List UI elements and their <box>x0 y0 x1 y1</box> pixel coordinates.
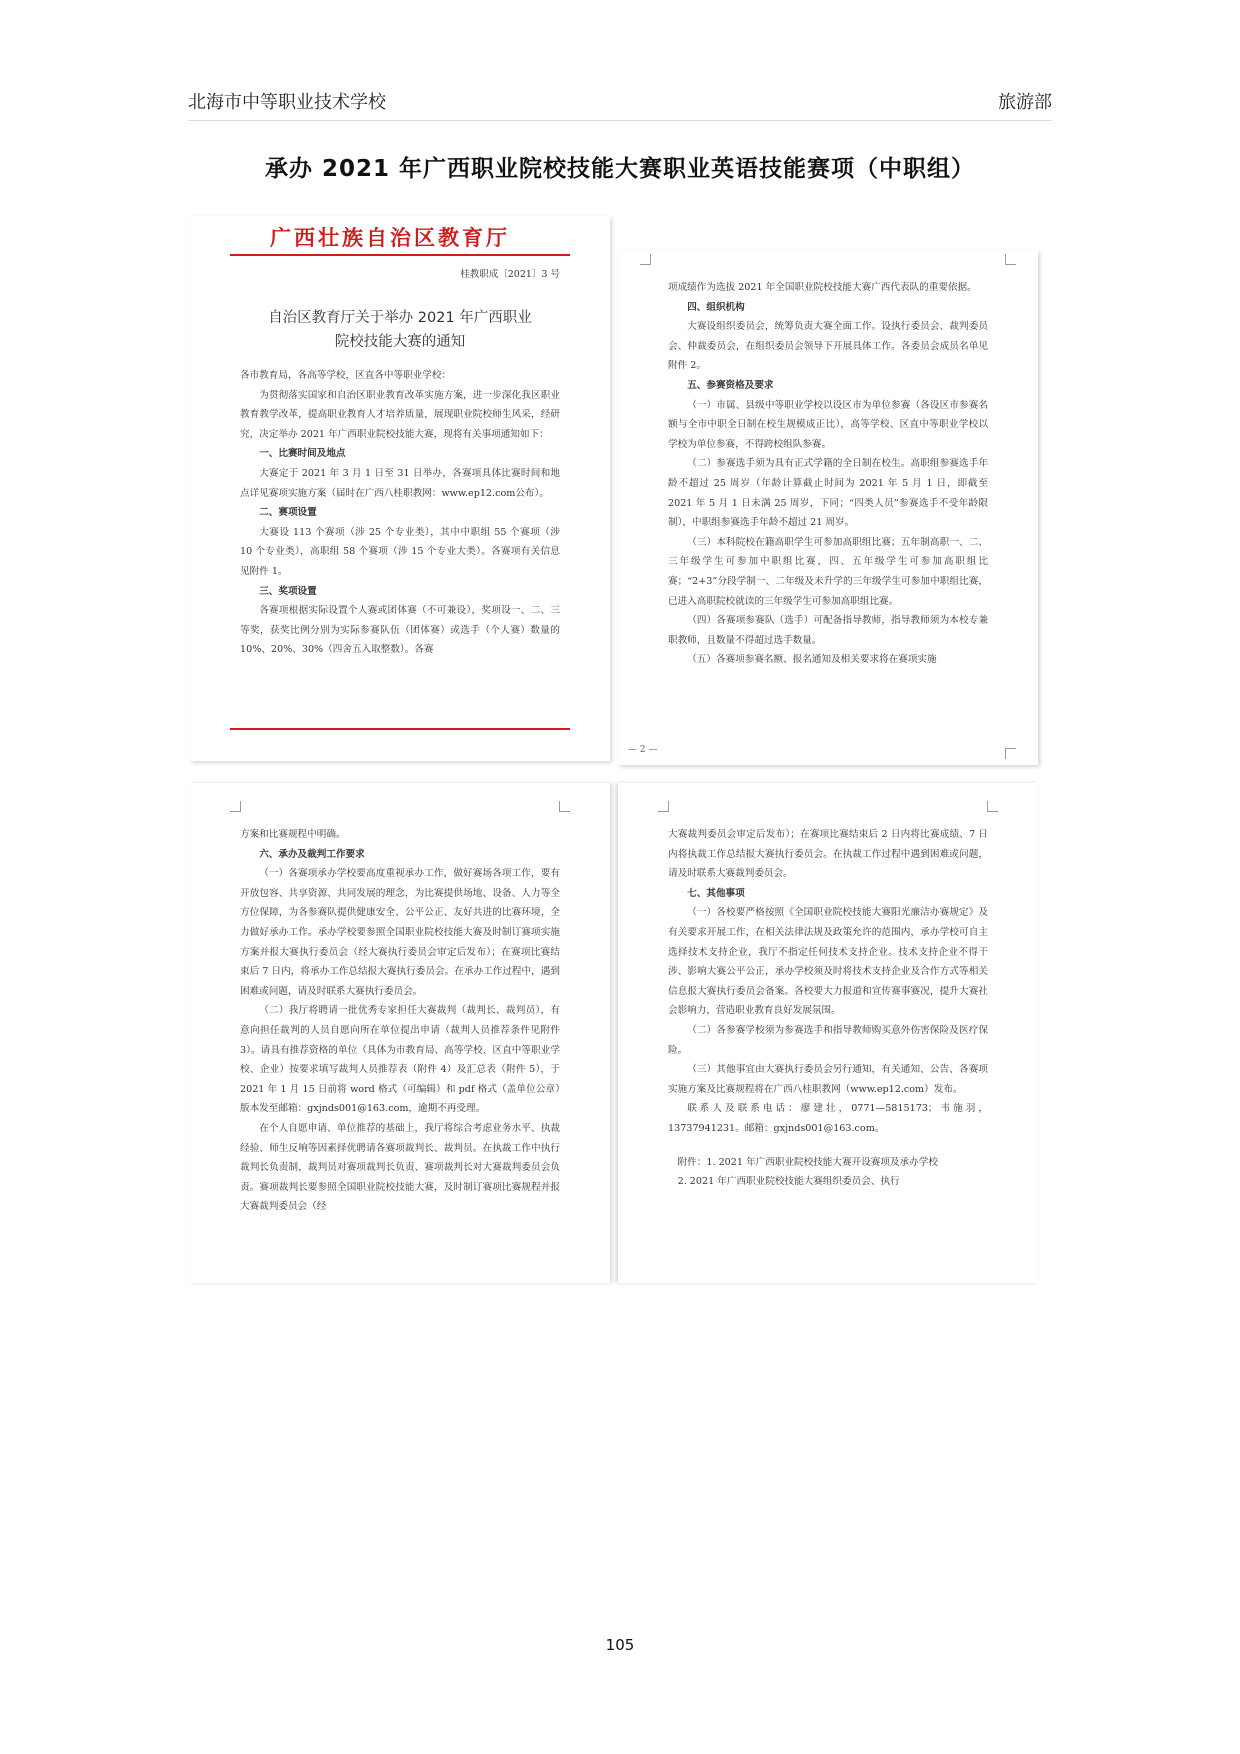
section-heading: 五、参赛资格及要求 <box>687 379 774 391</box>
paragraph: （四）各赛项参赛队（选手）可配备指导教师，指导教师须为本校专兼职教师，且数量不得超过选手数量。 <box>668 615 988 646</box>
section-heading: 三、奖项设置 <box>259 585 317 597</box>
red-footer-line <box>230 728 570 730</box>
contact-info: 联系人及联系电话：廖建壮，0771—5815173；韦施羽，13737941231。邮箱：gxjnds001@163.com。 <box>668 1103 988 1134</box>
section-heading: 四、组织机构 <box>687 301 745 313</box>
red-header-line <box>230 254 570 256</box>
scan-page-1 <box>190 216 610 761</box>
crop-mark <box>658 801 669 812</box>
government-name: 广西壮族自治区教育厅 <box>270 226 510 250</box>
crop-mark <box>559 801 570 812</box>
crop-mark <box>230 801 241 812</box>
notice-body <box>240 366 560 660</box>
notice-title-line-2: 院校技能大赛的通知 <box>334 334 466 350</box>
notice-title <box>230 306 570 354</box>
paragraph: 大赛裁判委员会审定后发布）；在赛项比赛结束后 2 日内将比赛成绩、7 日内将执裁工作总结报大赛执行委员会。在执裁工作过程中遇到困难或问题，请及时联系大赛裁判委员会。 <box>668 829 988 880</box>
paragraph: 各市教育局，各高等学校，区直各中等职业学校： <box>240 370 452 381</box>
scan-page-3 <box>190 783 610 1283</box>
paragraph: 各赛项根据实际设置个人赛或团体赛（不可兼设），奖项设一、二、三等奖，获奖比例分别为实际参赛队伍（团体赛）或选手（个人赛）数量的10%、20%、30%（四舍五入取整数）。各赛 <box>240 605 560 656</box>
paragraph: 项成绩作为选拔 2021 年全国职业院校技能大赛广西代表队的重要依据。 <box>668 282 977 293</box>
page-title: 承办 2021 年广西职业院校技能大赛职业英语技能赛项（中职组） <box>264 156 976 182</box>
paragraph: （五）各赛项参赛名额、报名通知及相关要求将在赛项实施 <box>687 654 937 666</box>
notice-title-line-1: 自治区教育厅关于举办 2021 年广西职业 <box>268 310 532 326</box>
paragraph: 大赛设 113 个赛项（涉 25 个专业类），其中中职组 55 个赛项（涉 10 个专业类），高职组 58 个赛项（涉 15 个专业大类）。各赛项有关信息见附件 1。 <box>240 526 560 577</box>
attachment-item: 附件：1. 2021 年广西职业院校技能大赛开设赛项及承办学校 <box>677 1156 938 1168</box>
crop-mark <box>640 254 651 265</box>
paragraph: 为贯彻落实国家和自治区职业教育改革实施方案，进一步深化我区职业教育教学改革，提高职业教育人才培养质量，展现职业院校师生风采，经研究，决定举办 2021 年广西职业院校技能大赛，现将有关事项通知如下： <box>240 389 560 440</box>
paragraph: 大赛设组织委员会，统筹负责大赛全面工作。设执行委员会、裁判委员会、仲裁委员会，在组织委员会领导下开展具体工作。各委员会成员名单见附件 2。 <box>668 321 988 372</box>
section-heading: 一、比赛时间及地点 <box>259 448 346 460</box>
paragraph: （二）我厅将聘请一批优秀专家担任大赛裁判（裁判长、裁判员），有意向担任裁判的人员自愿向所在单位提出申请（裁判人员推荐条件见附件 3）。请具有推荐资格的单位（具体为市教育局、高等学校、区直中等职业学校、企业）按要求填写裁判人员推荐表（附件 4）及汇总表（附件 5），于 2021 年 1 月 15 日前将 word 格式（可编辑）和 pdf 格式（盖单位公章）版本发至邮箱：gxjnds001@163.com，逾期不再受理。 <box>240 1005 560 1115</box>
page-number: 105 <box>605 1636 635 1654</box>
attachment-item: 2. 2021 年广西职业院校技能大赛组织委员会、执行 <box>677 1176 900 1188</box>
crop-mark <box>1005 254 1016 265</box>
scan-page-4 <box>618 783 1038 1283</box>
section-heading: 七、其他事项 <box>687 887 745 899</box>
paragraph: （一）各赛项承办学校要高度重视承办工作，做好赛场各项工作，要有开放包容、共享资源、共同发展的理念，为比赛提供场地、设备、人力等全方位保障，为各参赛队提供健康安全、公平公正、友好共进的比赛环境，全力做好承办工作。承办学校要参照全国职业院校技能大赛及时制订赛项实施方案并报大赛执行委员会（经大赛执行委员会审定后发布）；在赛项比赛结束后 7 日内，将承办工作总结报大赛执行委员会。在承办工作过程中，遇到困难或问题，请及时联系大赛执行委员会。 <box>240 868 560 997</box>
crop-mark <box>1005 748 1016 759</box>
paragraph: 在个人自愿申请、单位推荐的基础上，我厅将综合考虑业务水平、执裁经验、师生反响等因素择优聘请各赛项裁判长、裁判员。在执裁工作中执行裁判长负责制，裁判员对赛项裁判长负责、赛项裁判长对大赛裁判委员会负责。赛项裁判长要参照全国职业院校技能大赛，及时制订赛项比赛规程并报大赛裁判委员会（经 <box>240 1122 560 1213</box>
paragraph: 大赛定于 2021 年 3 月 1 日至 31 日举办，各赛项具体比赛时间和地点详见赛项实施方案（届时在广西八桂职教网：www.ep12.com公布）。 <box>240 467 560 499</box>
section-heading: 六、承办及裁判工作要求 <box>259 848 365 860</box>
paragraph: （二）各参赛学校须为参赛选手和指导教师购买意外伤害保险及医疗保险。 <box>668 1024 988 1056</box>
notice-body <box>668 825 988 1192</box>
notice-body <box>668 278 988 670</box>
notice-body <box>240 825 560 1217</box>
scan-page-2 <box>618 250 1038 765</box>
scan-page-marker: — 2 — <box>628 745 658 755</box>
header-school: 北海市中等职业技术学校 <box>188 92 386 113</box>
header-rule <box>188 120 1052 121</box>
paragraph: （三）本科院校在籍高职学生可参加高职组比赛；五年制高职一、二、三年级学生可参加中职组比赛，四、五年级学生可参加高职组比赛；“2+3”分段学制一、二年级及未升学的三年级学生可参加中职组比赛，已进入高职院校就读的三年级学生可参加高职组比赛。 <box>668 536 988 607</box>
paragraph: （三）其他事宜由大赛执行委员会另行通知，有关通知、公告、各赛项实施方案及比赛规程将在广西八桂职教网（www.ep12.com）发布。 <box>668 1064 988 1095</box>
section-heading: 二、赛项设置 <box>259 507 317 519</box>
document-number: 桂教职成〔2021〕3 号 <box>460 269 560 280</box>
spacer <box>668 1139 988 1153</box>
header-department: 旅游部 <box>998 92 1052 113</box>
paragraph: （二）参赛选手须为具有正式学籍的全日制在校生。高职组参赛选手年龄不超过 25 周岁（年龄计算截止时间为 2021 年 5 月 1 日，即截至 2021 年 5 月 1 日未满 25 周岁，下同；“四类人员”参赛选手不受年龄限制），中职组参赛选手年龄不超过 21 周岁。 <box>668 458 988 529</box>
paragraph: （一）各校要严格按照《全国职业院校技能大赛阳光廉洁办赛规定》及有关要求开展工作，在相关法律法规及政策允许的范围内，承办学校可自主选择技术支持企业，我厅不指定任何技术支持企业。技术支持企业不得干涉、影响大赛公平公正，承办学校须及时将技术支持企业及合作方式等相关信息报大赛执行委员会备案。各校要大力报道和宣传赛事赛况，提升大赛社会影响力，营造职业教育良好发展氛围。 <box>668 907 988 1017</box>
paragraph: 方案和比赛规程中明确。 <box>240 829 346 840</box>
paragraph: （一）市属、县级中等职业学校以设区市为单位参赛（各设区市参赛名额与全市中职全日制在校生规模成正比），高等学校、区直中等职业学校以学校为单位参赛，不得跨校组队参赛。 <box>668 399 988 450</box>
crop-mark <box>987 801 998 812</box>
